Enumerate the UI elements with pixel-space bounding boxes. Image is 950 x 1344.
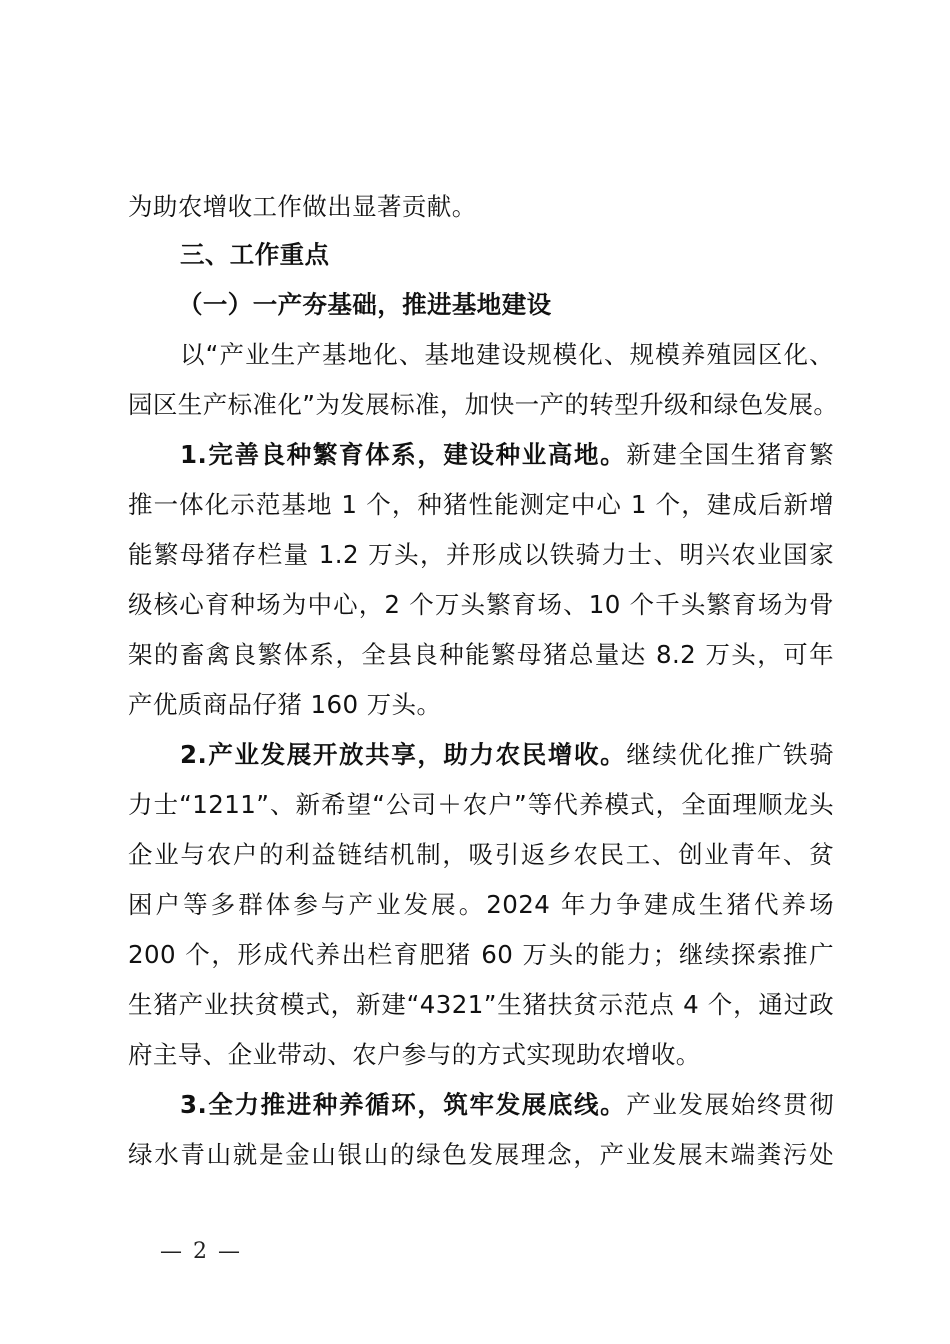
paragraph-line: 架的畜禽良繁体系，全县良种能繁母猪总量达 8.2 万头，可年 <box>128 640 834 669</box>
paragraph-line: 企业与农户的利益链结机制，吸引返乡农民工、创业青年、贫 <box>128 840 834 869</box>
section-heading: 三、工作重点 <box>180 240 330 269</box>
item-text: 继续优化推广铁骑 <box>626 740 834 769</box>
paragraph-line: 为助农增收工作做出显著贡献。 <box>128 192 477 221</box>
item-heading: 1.完善良种繁育体系，建设种业高地。 <box>180 440 627 469</box>
paragraph-line: 能繁母猪存栏量 1.2 万头，并形成以铁骑力士、明兴农业国家 <box>128 540 834 569</box>
paragraph-line <box>180 430 834 480</box>
paragraph-line: 生猪产业扶贫模式，新建“4321”生猪扶贫示范点 4 个，通过政 <box>128 990 834 1019</box>
paragraph-line: 200 个，形成代养出栏育肥猪 60 万头的能力；继续探索推广 <box>128 940 834 969</box>
paragraph-line: 困户等多群体参与产业发展。2024 年力争建成生猪代养场 <box>128 890 834 919</box>
item-heading: 3.全力推进种养循环，筑牢发展底线。 <box>180 1090 627 1119</box>
paragraph-line <box>180 1080 834 1130</box>
paragraph-line: 级核心育种场为中心，2 个万头繁育场、10 个千头繁育场为骨 <box>128 590 834 619</box>
paragraph-line: 产优质商品仔猪 160 万头。 <box>128 690 442 719</box>
paragraph-line: 以“产业生产基地化、基地建设规模化、规模养殖园区化、 <box>180 340 834 369</box>
paragraph-line: 绿水青山就是金山银山的绿色发展理念，产业发展末端粪污处 <box>128 1140 834 1169</box>
paragraph-line: 推一体化示范基地 1 个，种猪性能测定中心 1 个，建成后新增 <box>128 490 834 519</box>
item-text: 产业发展始终贯彻 <box>626 1090 834 1119</box>
item-text: 新建全国生猪育繁 <box>626 440 834 469</box>
paragraph-line: 力士“1211”、新希望“公司＋农户”等代养模式，全面理顺龙头 <box>128 790 834 819</box>
paragraph-line: 府主导、企业带动、农户参与的方式实现助农增收。 <box>128 1040 701 1069</box>
paragraph-line: 园区生产标准化”为发展标准，加快一产的转型升级和绿色发展。 <box>128 390 839 419</box>
page-number: — 2 — <box>160 1239 242 1264</box>
paragraph-line <box>180 730 834 780</box>
subsection-heading: （一）一产夯基础，推进基地建设 <box>178 290 552 319</box>
item-heading: 2.产业发展开放共享，助力农民增收。 <box>180 740 627 769</box>
